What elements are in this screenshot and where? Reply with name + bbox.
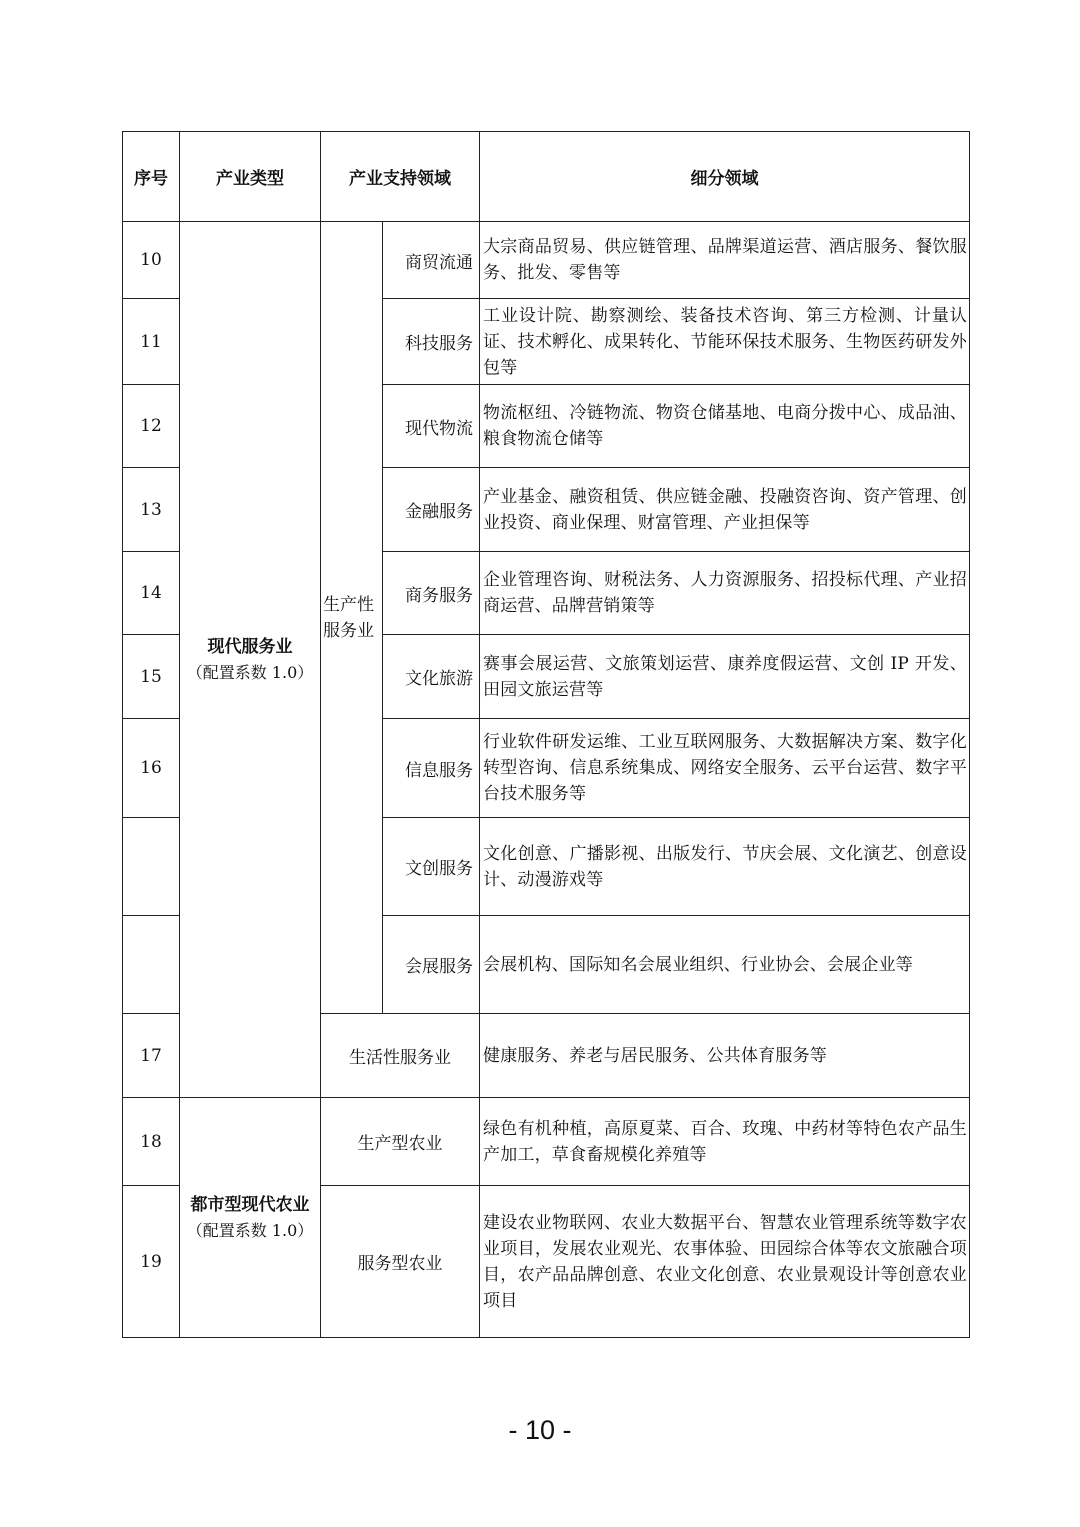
detail-cell: 会展机构、国际知名会展业组织、行业协会、会展企业等 — [480, 916, 970, 1014]
sub-field-cell: 文化旅游 — [383, 635, 480, 719]
industry-type-name: 都市型现代农业 — [190, 1194, 310, 1215]
seq-cell: 17 — [123, 1014, 180, 1098]
sub-field-cell: 商务服务 — [383, 552, 480, 635]
seq-cell: 19 — [123, 1186, 180, 1338]
header-seq: 序号 — [123, 132, 180, 222]
industry-type-urban-agriculture — [180, 1098, 321, 1338]
header-detail-field: 细分领域 — [480, 132, 970, 222]
table-row — [123, 1098, 970, 1186]
sub-field-cell: 现代物流 — [383, 385, 480, 468]
detail-cell: 文化创意、广播影视、出版发行、节庆会展、文化演艺、创意设计、动漫游戏等 — [480, 818, 970, 916]
detail-cell: 建设农业物联网、农业大数据平台、智慧农业管理系统等数字农业项目，发展农业观光、农事体验、田园综合体等农文旅融合项目，农产品品牌创意、农业文化创意、农业景观设计等创意农业项目 — [480, 1186, 970, 1338]
support-field-life-service: 生活性服务业 — [321, 1014, 480, 1098]
seq-cell: 12 — [123, 385, 180, 468]
detail-cell: 大宗商品贸易、供应链管理、品牌渠道运营、酒店服务、餐饮服务、批发、零售等 — [480, 222, 970, 299]
detail-cell: 赛事会展运营、文旅策划运营、康养度假运营、文创 IP 开发、田园文旅运营等 — [480, 635, 970, 719]
detail-cell: 物流枢纽、冷链物流、物资仓储基地、电商分拨中心、成品油、粮食物流仓储等 — [480, 385, 970, 468]
industry-type-coefficient: （配置系数 1.0） — [186, 662, 314, 682]
detail-cell: 行业软件研发运维、工业互联网服务、大数据解决方案、数字化转型咨询、信息系统集成、网络安全服务、云平台运营、数字平台技术服务等 — [480, 719, 970, 818]
table-header-row — [123, 132, 970, 222]
industry-type-name: 现代服务业 — [207, 636, 293, 657]
detail-cell: 企业管理咨询、财税法务、人力资源服务、招投标代理、产业招商运营、品牌营销策等 — [480, 552, 970, 635]
seq-cell: 13 — [123, 468, 180, 552]
seq-cell — [123, 818, 180, 916]
industry-table — [122, 131, 970, 1338]
seq-cell: 11 — [123, 299, 180, 385]
header-industry-type: 产业类型 — [180, 132, 321, 222]
seq-cell: 10 — [123, 222, 180, 299]
sub-field-cell: 科技服务 — [383, 299, 480, 385]
seq-cell — [123, 916, 180, 1014]
support-field-cell: 服务型农业 — [321, 1186, 480, 1338]
seq-cell: 15 — [123, 635, 180, 719]
seq-cell: 14 — [123, 552, 180, 635]
sub-field-cell: 文创服务 — [383, 818, 480, 916]
industry-type-coefficient: （配置系数 1.0） — [186, 1220, 314, 1240]
header-support-field: 产业支持领域 — [321, 132, 480, 222]
support-field-producer-service — [321, 222, 383, 1014]
detail-cell: 健康服务、养老与居民服务、公共体育服务等 — [480, 1014, 970, 1098]
sub-field-cell: 信息服务 — [383, 719, 480, 818]
detail-cell: 绿色有机种植，高原夏菜、百合、玫瑰、中药材等特色农产品生产加工，草食畜规模化养殖等 — [480, 1098, 970, 1186]
detail-cell: 工业设计院、勘察测绘、装备技术咨询、第三方检测、计量认证、技术孵化、成果转化、节能环保技术服务、生物医药研发外包等 — [480, 299, 970, 385]
producer-service-line1: 生产性 — [323, 594, 374, 615]
table-row — [123, 222, 970, 299]
sub-field-cell: 会展服务 — [383, 916, 480, 1014]
producer-service-line2: 服务业 — [323, 620, 374, 641]
seq-cell: 18 — [123, 1098, 180, 1186]
sub-field-cell: 商贸流通 — [383, 222, 480, 299]
page-number: - 10 - — [508, 1415, 572, 1445]
detail-cell: 产业基金、融资租赁、供应链金融、投融资咨询、资产管理、创业投资、商业保理、财富管理、产业担保等 — [480, 468, 970, 552]
industry-type-modern-service — [180, 222, 321, 1098]
support-field-cell: 生产型农业 — [321, 1098, 480, 1186]
seq-cell: 16 — [123, 719, 180, 818]
sub-field-cell: 金融服务 — [383, 468, 480, 552]
